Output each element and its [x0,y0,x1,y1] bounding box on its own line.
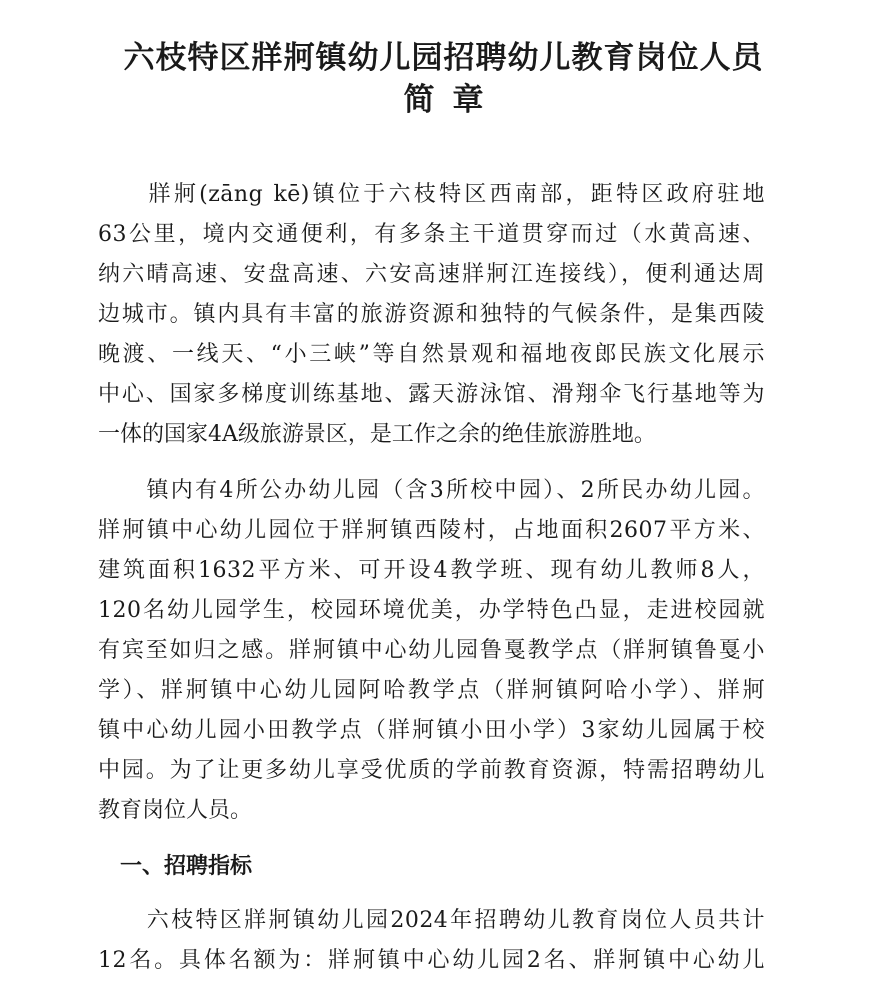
paragraph-line: 有宾至如归之感。牂牁镇中心幼儿园鲁戛教学点（牂牁镇鲁戛小 [98,638,765,663]
paragraph-line: 教育岗位人员。 [98,798,253,823]
paragraph-line: 六枝特区牂牁镇幼儿园2024年招聘幼儿教育岗位人员共计 [98,908,765,933]
document-title: 六枝特区牂牁镇幼儿园招聘幼儿教育岗位人员 [123,40,764,76]
paragraph-line: 牂牁镇中心幼儿园位于牂牁镇西陵村，占地面积2607平方米、 [98,518,765,543]
section-heading: 一、招聘指标 [98,854,253,879]
paragraph-line: 一体的国家4A级旅游景区，是工作之余的绝佳旅游胜地。 [98,422,656,447]
paragraph-line: 纳六晴高速、安盘高速、六安高速牂牁江连接线），便利通达周 [98,262,765,287]
paragraph-line: 晚渡、一线天、“小三峡”等自然景观和福地夜郎民族文化展示 [98,342,765,367]
paragraph-line: 建筑面积1632平方米、可开设4教学班、现有幼儿教师8人， [98,558,765,583]
paragraph-line: 中园。为了让更多幼儿享受优质的学前教育资源，特需招聘幼儿 [98,758,765,783]
paragraph-line: 牂牁(zāng kē)镇位于六枝特区西南部，距特区政府驻地 [98,182,765,207]
paragraph-line: 12名。具体名额为：牂牁镇中心幼儿园2名、牂牁镇中心幼儿 [98,948,765,973]
paragraph-line: 学）、牂牁镇中心幼儿园阿哈教学点（牂牁镇阿哈小学）、牂牁 [98,678,765,703]
paragraph-line: 边城市。镇内具有丰富的旅游资源和独特的气候条件，是集西陵 [98,302,765,327]
paragraph-line: 镇中心幼儿园小田教学点（牂牁镇小田小学）3家幼儿园属于校 [98,718,765,743]
document-subtitle: 简章 [403,82,502,118]
paragraph-line: 中心、国家多梯度训练基地、露天游泳馆、滑翔伞飞行基地等为 [98,382,765,407]
paragraph-line: 120名幼儿园学生，校园环境优美，办学特色凸显，走进校园就 [98,598,765,623]
paragraph-line: 镇内有4所公办幼儿园（含3所校中园）、2所民办幼儿园。 [98,478,765,503]
paragraph-line: 63公里，境内交通便利，有多条主干道贯穿而过（水黄高速、 [98,222,765,247]
